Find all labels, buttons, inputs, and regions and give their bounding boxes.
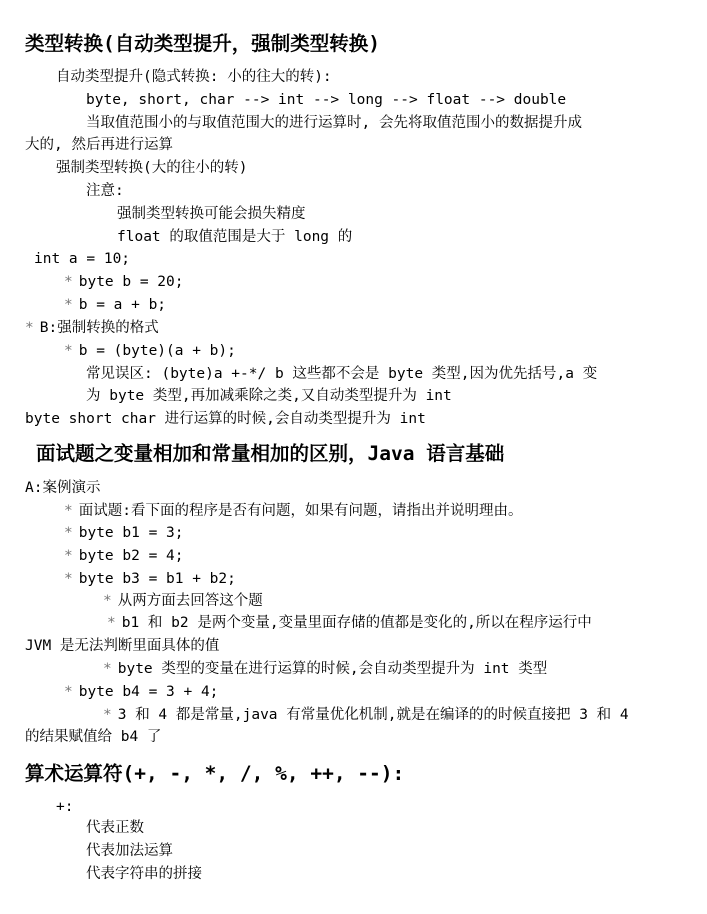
cast-format-line <box>25 319 159 337</box>
heading-interview: 面试题之变量相加和常量相加的区别，Java 语言基础 <box>36 442 505 465</box>
explain-2-line-1 <box>107 614 592 632</box>
mistake-line-3: byte short char 进行运算的时候,会自动类型提升为 int <box>25 411 426 427</box>
mistake-line-2: 为 byte 类型,再加减乘除之类,又自动类型提升为 int <box>86 388 452 404</box>
bullet-star: * <box>64 274 73 290</box>
plus-label: +: <box>56 799 74 815</box>
cast-format-label: B:强制转换的格式 <box>39 320 159 336</box>
code-int-a: int a = 10; <box>34 251 131 267</box>
code-text: byte b2 = 4; <box>78 548 184 564</box>
question-text: 面试题:看下面的程序是否有问题，如果有问题，请指出并说明理由。 <box>78 503 523 519</box>
explain-1 <box>103 592 263 610</box>
cast-title: 强制类型转换(大的往小的转) <box>56 160 248 176</box>
code-text: byte b4 = 3 + 4; <box>78 684 219 700</box>
note-precision: 强制类型转换可能会损失精度 <box>117 206 306 222</box>
auto-desc-line-1: 当取值范围小的与取值范围大的进行运算时, 会先将取值范围小的数据提升成 <box>86 115 582 131</box>
explain-text: 从两方面去回答这个题 <box>117 593 263 609</box>
explain-text: byte 类型的变量在进行运算的时候,会自动类型提升为 int 类型 <box>117 661 548 677</box>
bullet-star: * <box>64 503 73 519</box>
mistake-line-1: 常见误区: (byte)a +-*/ b 这些都不会是 byte 类型,因为优先括号,a 变 <box>86 366 598 382</box>
bullet-star: * <box>64 343 73 359</box>
bullet-star: * <box>64 684 73 700</box>
code-text: byte b1 = 3; <box>78 525 184 541</box>
code-byte-b <box>64 273 184 291</box>
note-float-long: float 的取值范围是大于 long 的 <box>117 229 353 245</box>
code-text: b = a + b; <box>78 297 167 313</box>
bullet-star: * <box>64 548 73 564</box>
note-label: 注意: <box>86 183 124 199</box>
code-b1 <box>64 524 184 542</box>
bullet-star: * <box>64 525 73 541</box>
explain-text: b1 和 b2 是两个变量,变量里面存储的值都是变化的,所以在程序运行中 <box>121 615 592 631</box>
explain-text: 3 和 4 都是常量,java 有常量优化机制,就是在编译的的时候直接把 3 和 4 <box>117 707 629 723</box>
code-text: byte b = 20; <box>78 274 184 290</box>
code-b-sum <box>64 296 166 314</box>
promotion-chain: byte, short, char --> int --> long --> float --> double <box>86 92 567 108</box>
bullet-star: * <box>103 593 112 609</box>
explain-2-line-2: JVM 是无法判断里面具体的值 <box>25 638 220 654</box>
case-demo-label: A:案例演示 <box>25 480 101 496</box>
plus-concat: 代表字符串的拼接 <box>86 866 202 882</box>
bullet-star: * <box>107 615 116 631</box>
code-b2 <box>64 547 184 565</box>
explain-4-line-2: 的结果赋值给 b4 了 <box>25 729 162 745</box>
plus-addition: 代表加法运算 <box>86 843 173 859</box>
interview-question <box>64 502 522 520</box>
plus-positive: 代表正数 <box>86 820 144 836</box>
heading-arithmetic-operators: 算术运算符(+, -, *, /, %, ++, --): <box>25 762 405 785</box>
bullet-star: * <box>103 707 112 723</box>
auto-promotion-title: 自动类型提升(隐式转换: 小的往大的转): <box>56 69 332 85</box>
code-text: byte b3 = b1 + b2; <box>78 571 236 587</box>
code-text: b = (byte)(a + b); <box>78 343 236 359</box>
bullet-star: * <box>25 320 34 336</box>
bullet-star: * <box>64 297 73 313</box>
code-b3 <box>64 570 236 588</box>
bullet-star: * <box>103 661 112 677</box>
explain-4-line-1 <box>103 706 629 724</box>
bullet-star: * <box>64 571 73 587</box>
explain-3 <box>103 660 547 678</box>
heading-type-conversion: 类型转换(自动类型提升，强制类型转换) <box>25 32 380 55</box>
code-b4 <box>64 683 218 701</box>
code-cast <box>64 342 236 360</box>
auto-desc-line-2: 大的, 然后再进行运算 <box>25 137 173 153</box>
